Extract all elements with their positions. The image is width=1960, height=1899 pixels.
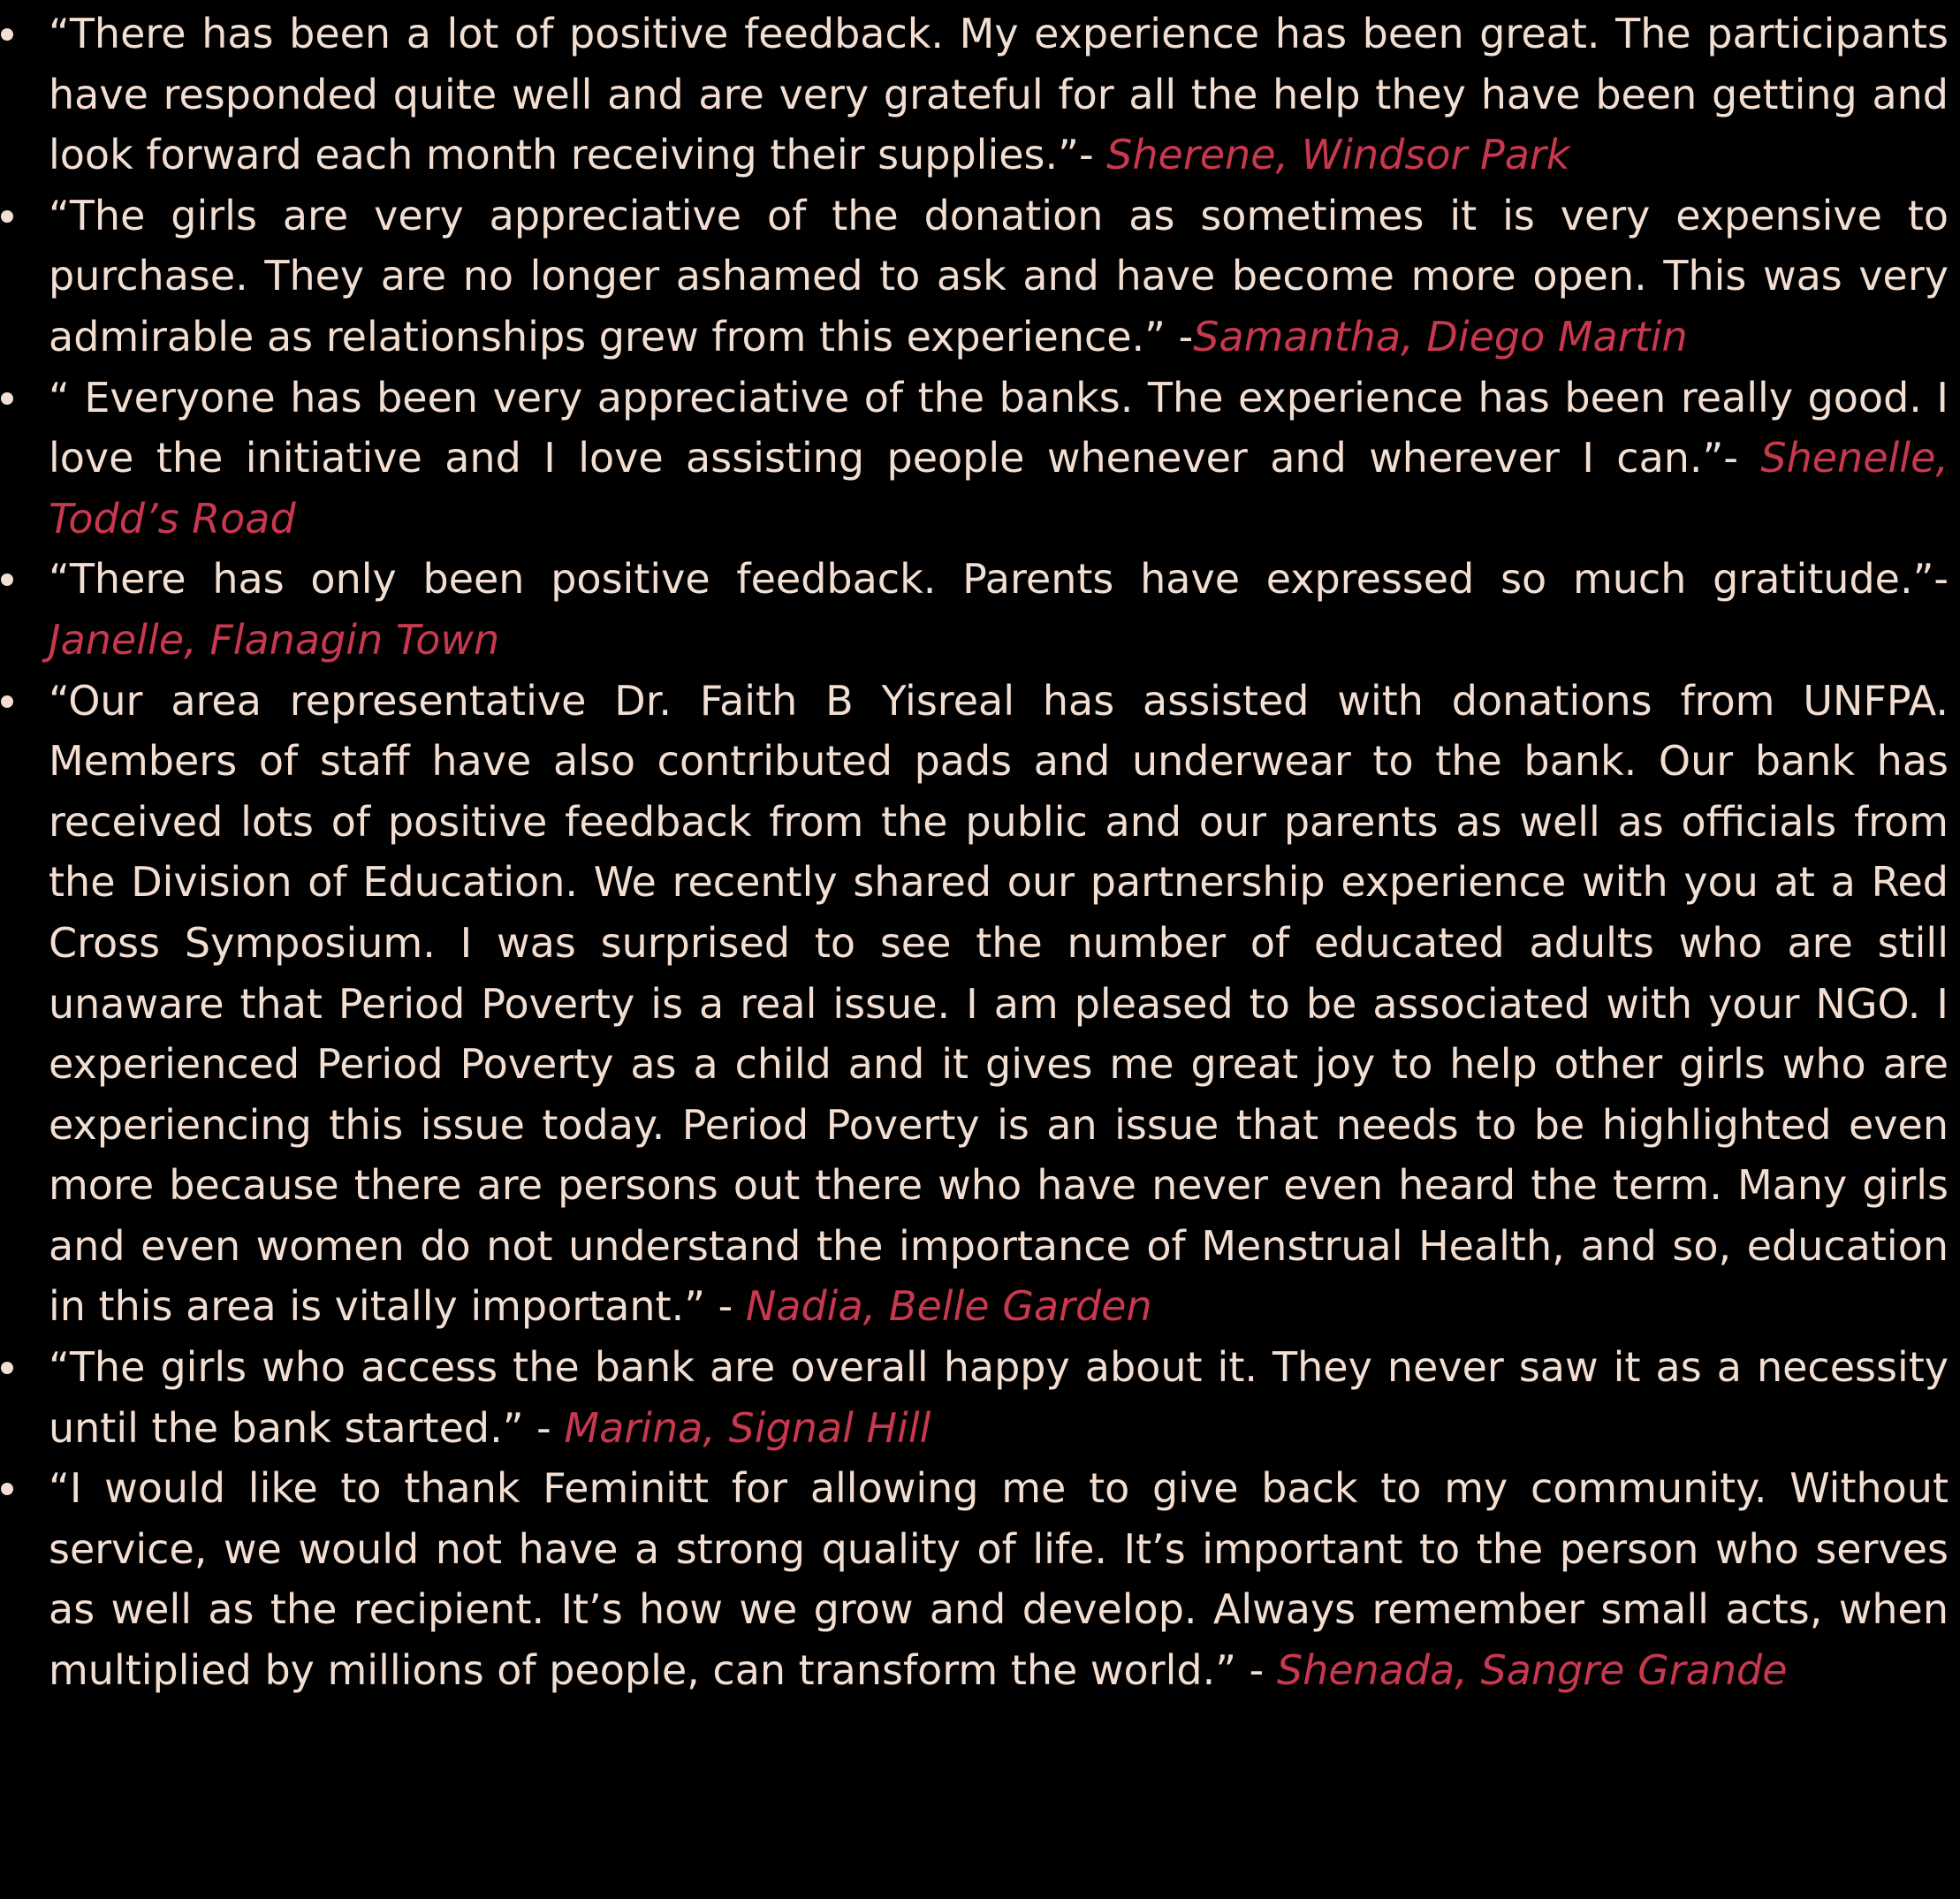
testimonial-list: [0, 4, 1949, 1701]
testimonial-author: Shenada, Sangre Grande: [1276, 1646, 1788, 1695]
testimonial-quote: “The girls who access the bank are overall happy about it. They never saw it as a necessity until the bank started.” -: [49, 1343, 1949, 1452]
testimonial-author: Shenelle, Todd’s Road: [49, 434, 1949, 543]
testimonial-quote: “The girls are very appreciative of the donation as sometimes it is very expensive to purchase. They are no longer ashamed to ask and have become more open. This was very admirable as relationships grew from this experience.” -: [49, 191, 1949, 361]
testimonial-author: Nadia, Belle Garden: [745, 1282, 1152, 1331]
testimonial-item: [0, 1337, 1949, 1458]
testimonial-quote: “There has been a lot of positive feedback. My experience has been great. The participants have responded quite well and are very grateful for all the help they have been getting and look forward each month receiving their supplies.”-: [49, 10, 1949, 179]
testimonial-quote: “Our area representative Dr. Faith B Yisreal has assisted with donations from UNFPA. Members of staff have also contributed pads and underwear to the bank. Our bank has received lots of positive feedback from the public and our parents as well as officials from the Division of Education. We recently shared our partnership experience with you at a Red Cross Symposium. I was surprised to see the number of educated adults who are still unaware that Period Poverty is a real issue. I am pleased to be associated with your NGO. I experienced Period Poverty as a child and it gives me great joy to help other girls who are experiencing this issue today. Period Poverty is an issue that needs to be highlighted even more because there are persons out there who have never even heard the term. Many girls and even women do not understand the importance of Menstrual Health, and so, education in this area is vitally important.” -: [49, 676, 1949, 1331]
testimonial-item: [0, 186, 1949, 368]
testimonial-author: Marina, Signal Hill: [564, 1403, 931, 1452]
testimonial-item: [0, 368, 1949, 550]
testimonial-quote: “I would like to thank Feminitt for allowing me to give back to my community. Without service, we would not have a strong quality of life. It’s important to the person who serves as well as the recipient. It’s how we grow and develop. Always remember small acts, when multiplied by millions of people, can transform the world.” -: [49, 1464, 1949, 1695]
bullet-icon: [1, 695, 13, 708]
bullet-icon: [1, 392, 13, 405]
testimonial-item: [0, 1458, 1949, 1700]
testimonial-author: Sherene, Windsor Park: [1106, 131, 1570, 179]
testimonial-item: [0, 549, 1949, 670]
testimonial-author: Samantha, Diego Martin: [1193, 312, 1688, 361]
bullet-icon: [1, 210, 13, 223]
testimonial-quote: “ Everyone has been very appreciative of the banks. The experience has been really good. I love the initiative and I love assisting people whenever and wherever I can.”-: [49, 373, 1949, 482]
testimonial-item: [0, 671, 1949, 1338]
testimonial-quote: “There has only been positive feedback. Parents have expressed so much gratitude.”-: [49, 555, 1949, 604]
bullet-icon: [1, 573, 13, 586]
bullet-icon: [1, 28, 13, 41]
testimonial-item: [0, 4, 1949, 186]
bullet-icon: [1, 1483, 13, 1495]
testimonial-author: Janelle, Flanagin Town: [49, 615, 500, 664]
bullet-icon: [1, 1362, 13, 1374]
